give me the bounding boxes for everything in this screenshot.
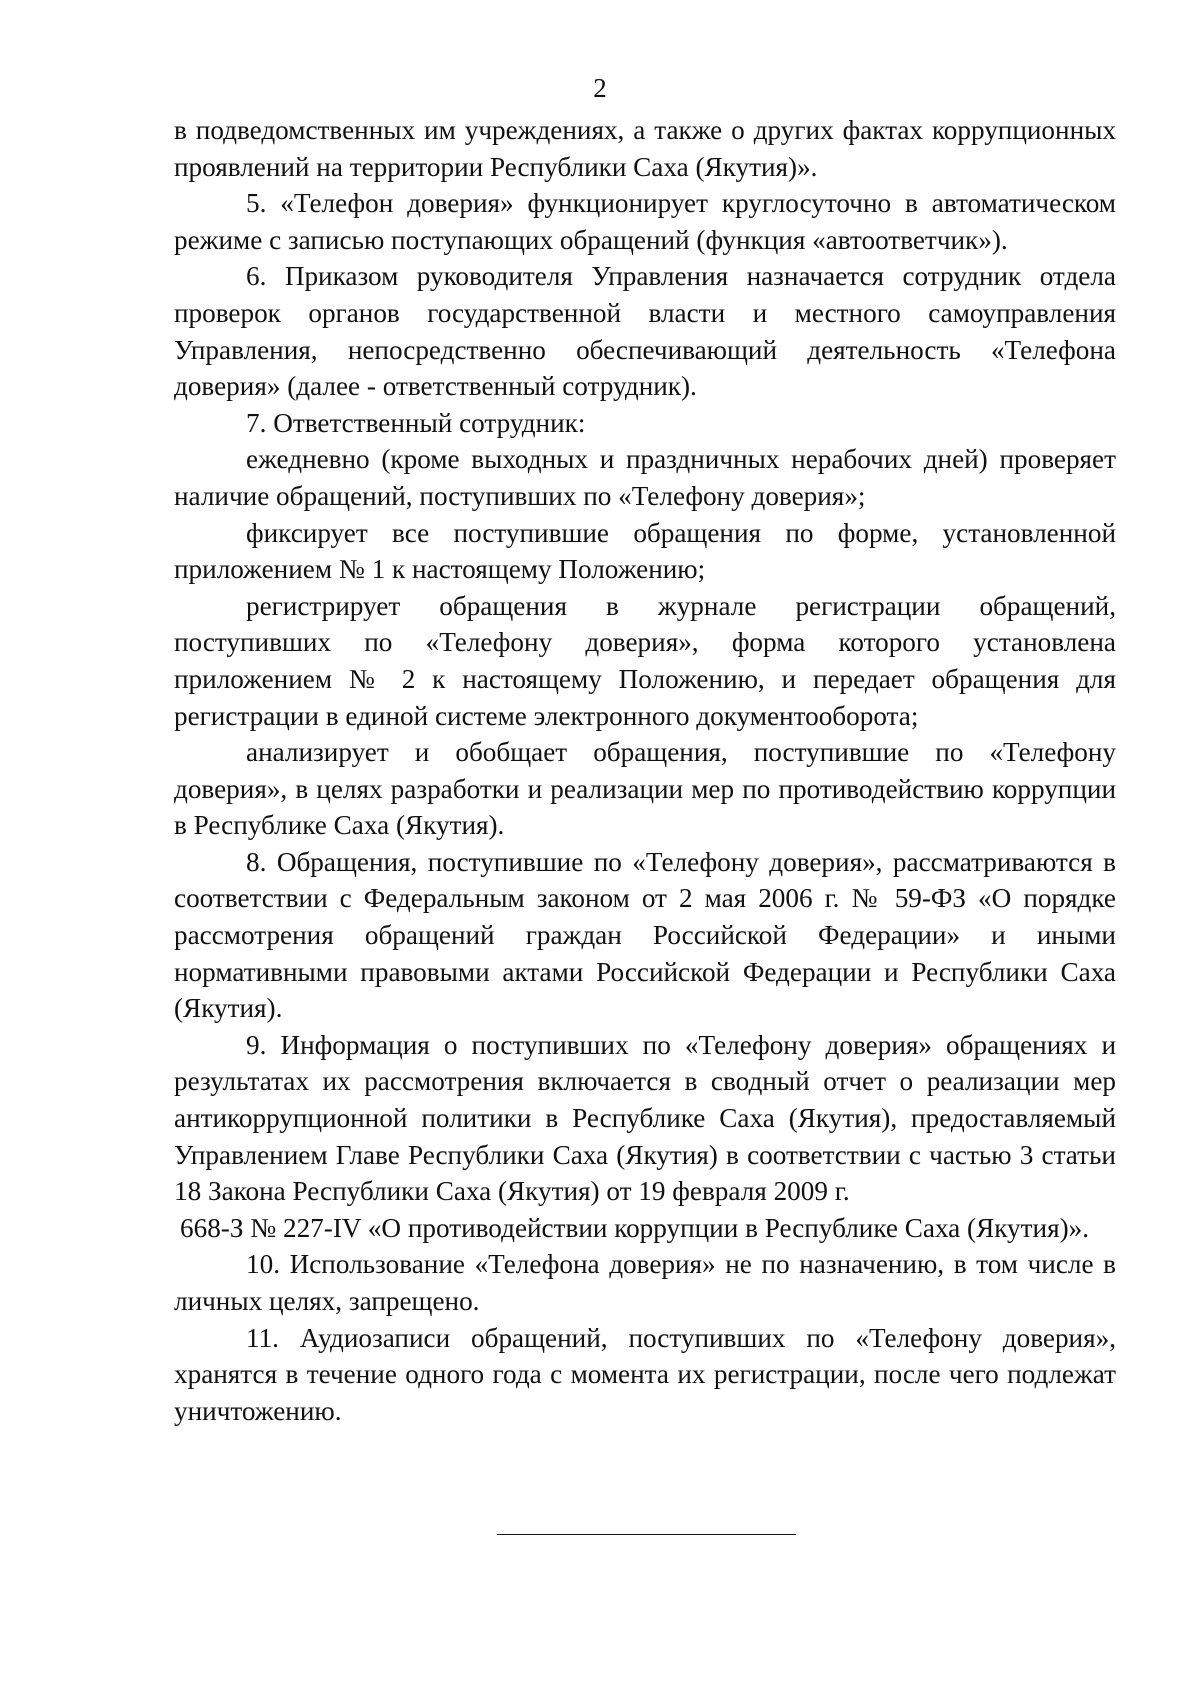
paragraph-duty-record: фиксирует все поступившие обращения по форме, установленной приложением № 1 к настоящему Положению; [174,517,1116,585]
paragraph-duty-analyze: анализирует и обобщает обращения, поступившие по «Телефону доверия», в целях разработки и реализации мер по противодействию коррупции в Республике Саха (Якутия). [174,737,1116,841]
paragraph-item-11: 11. Аудиозаписи обращений, поступивших по «Телефону доверия», хранятся в течение одного года с момента их регистрации, после чего подлежат уничтожению. [174,1322,1116,1426]
page-number: 2 [593,73,607,103]
paragraph-item-5: 5. «Телефон доверия» функционирует круглосуточно в автоматическом режиме с записью поступающих обращений (функция «автоответчик»). [174,188,1116,255]
paragraph-item-7: 7. Ответственный сотрудник: [246,407,586,438]
paragraph-duty-daily-check: ежедневно (кроме выходных и праздничных нерабочих дней) проверяет наличие обращений, поступивших по «Телефону доверия»; [174,444,1116,511]
paragraph-item-9-law: 668-З № 227-IV «О противодействии коррупции в Республике Саха (Якутия)». [180,1212,1090,1243]
paragraph-continuation: в подведомственных им учреждениях, а также о других фактах коррупционных проявлений на территории Республики Саха (Якутия)». [174,115,1116,182]
paragraph-item-8: 8. Обращения, поступившие по «Телефону доверия», рассматриваются в соответствии с Федеральным законом от 2 мая 2006 г. № 59-ФЗ «О порядке рассмотрения обращений граждан Российской Федерации» и иными нормативными правовыми актами Российской Федерации и Республики Саха (Якутия). [174,846,1116,1024]
document-body [174,112,1116,1429]
paragraph-item-9: 9. Информация о поступивших по «Телефону доверия» обращениях и результатах их рассмотрения включается в сводный отчет о реализации мер антикоррупционной политики в Республике Саха (Якутия), предоставляемый Управлением Главе Республики Саха (Якутия) в соответствии с частью 3 статьи 18 Закона Республики Саха (Якутия) от 19 февраля 2009 г. [174,1029,1116,1207]
paragraph-item-10: 10. Использование «Телефона доверия» не по назначению, в том числе в личных целях, запрещено. [174,1249,1116,1316]
paragraph-item-6: 6. Приказом руководителя Управления назначается сотрудник отдела проверок органов государственной власти и местного самоуправления Управления, непосредственно обеспечивающий деятельность «Телефона доверия» (далее - ответственный сотрудник). [174,261,1116,402]
end-separator-line [497,1534,796,1535]
paragraph-duty-register: регистрирует обращения в журнале регистрации обращений, поступивших по «Телефону доверия», форма которого установлена приложением № 2 к настоящему Положению, и передает обращения для регистрации в единой системе электронного документооборота; [174,590,1116,731]
